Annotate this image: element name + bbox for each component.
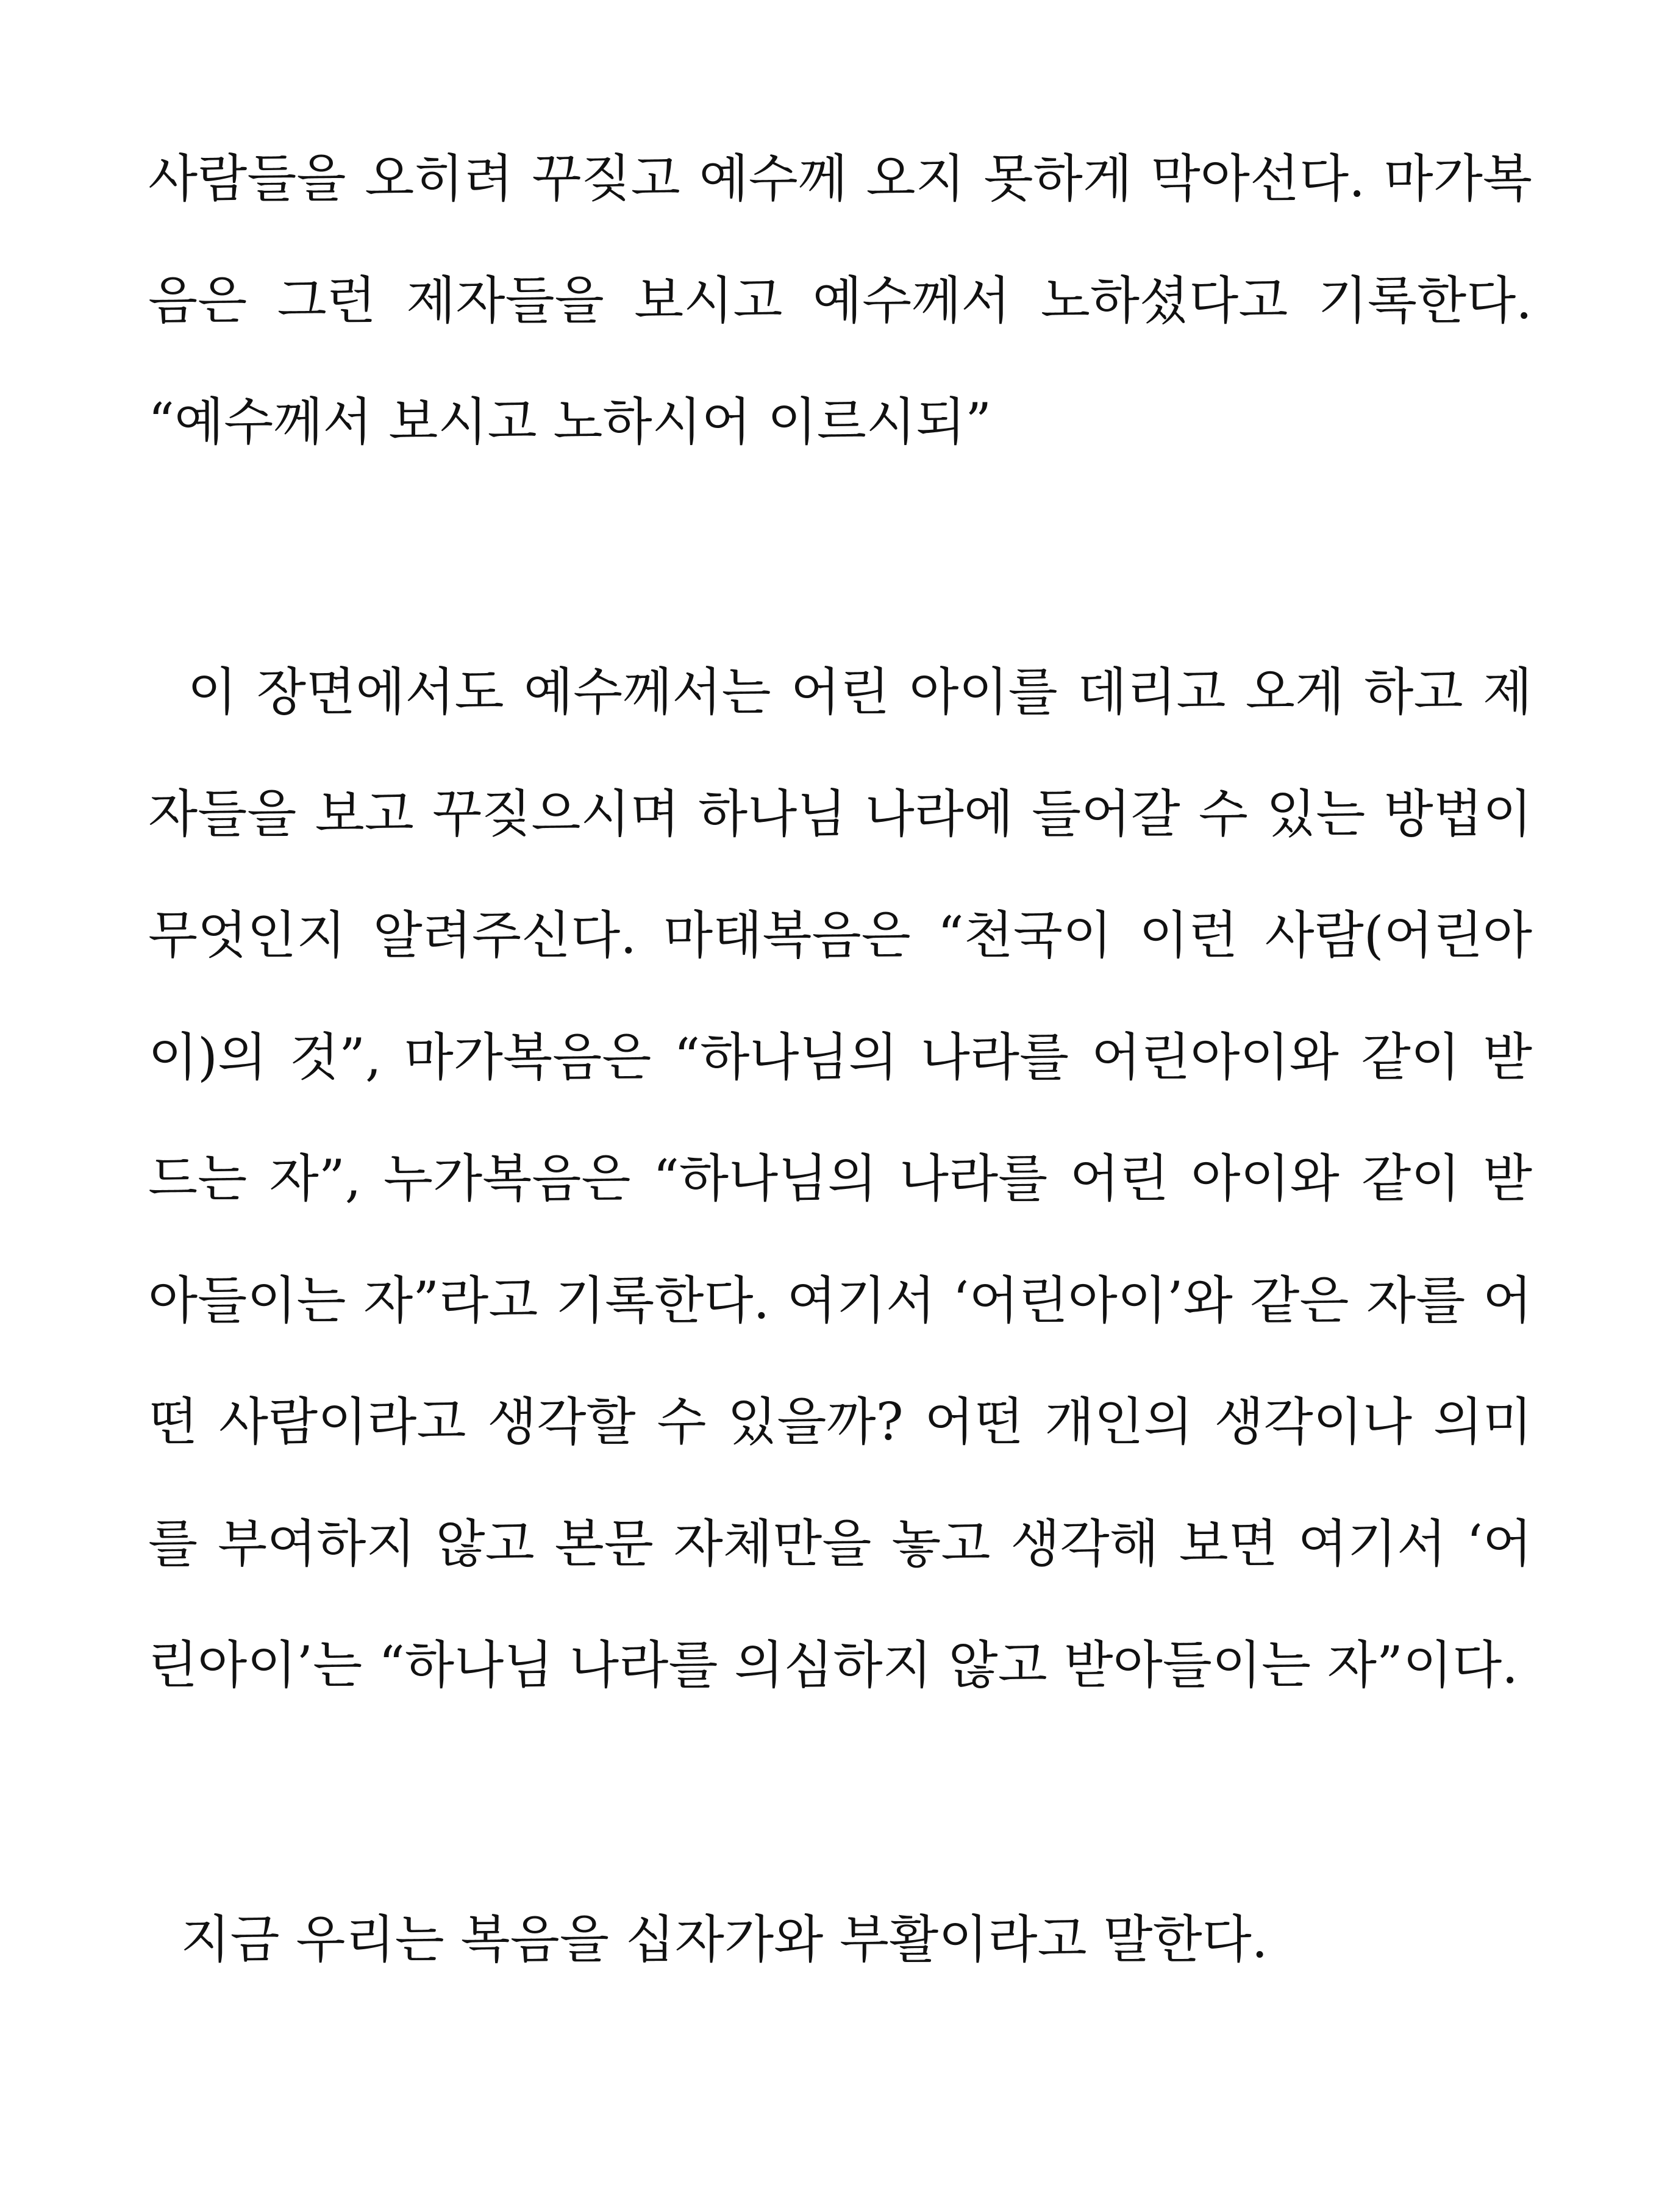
text-line-8: 드는 자”, 누가복음은 “하나님의 나라를 어린 아이와 같이 받 [148, 1149, 1532, 1208]
text-line-5: 자들을 보고 꾸짖으시며 하나님 나라에 들어갈 수 있는 방법이 [148, 784, 1532, 844]
text-line-1: 사람들을 오히려 꾸짖고 예수께 오지 못하게 막아선다. 마가복 [148, 149, 1532, 209]
text-line-9: 아들이는 자”라고 기록한다. 여기서 ‘어린아이’와 같은 자를 어 [148, 1271, 1532, 1330]
text-line-12: 린아이’는 “하나님 나라를 의심하지 않고 받아들이는 자”이다. [148, 1635, 1518, 1695]
text-line-4: 이 장면에서도 예수께서는 어린 아이를 데리고 오게 하고 제 [148, 662, 1532, 722]
text-line-2: 음은 그런 제자들을 보시고 예수께서 노하셨다고 기록한다. [148, 271, 1532, 330]
text-line-11: 를 부여하지 않고 본문 자체만을 놓고 생각해 보면 여기서 ‘어 [148, 1514, 1532, 1574]
text-line-10: 떤 사람이라고 생각할 수 있을까? 어떤 개인의 생각이나 의미 [148, 1392, 1532, 1452]
text-line-7: 이)의 것”, 마가복음은 “하나님의 나라를 어린아이와 같이 받 [148, 1027, 1532, 1087]
text-line-13: 지금 우리는 복음을 십자가와 부활이라고 말한다. [148, 1910, 1268, 1969]
text-line-3: “예수께서 보시고 노하시어 이르시되” [148, 392, 992, 452]
text-line-6: 무엇인지 알려주신다. 마태복음은 “천국이 이런 사람(어린아 [148, 905, 1532, 965]
